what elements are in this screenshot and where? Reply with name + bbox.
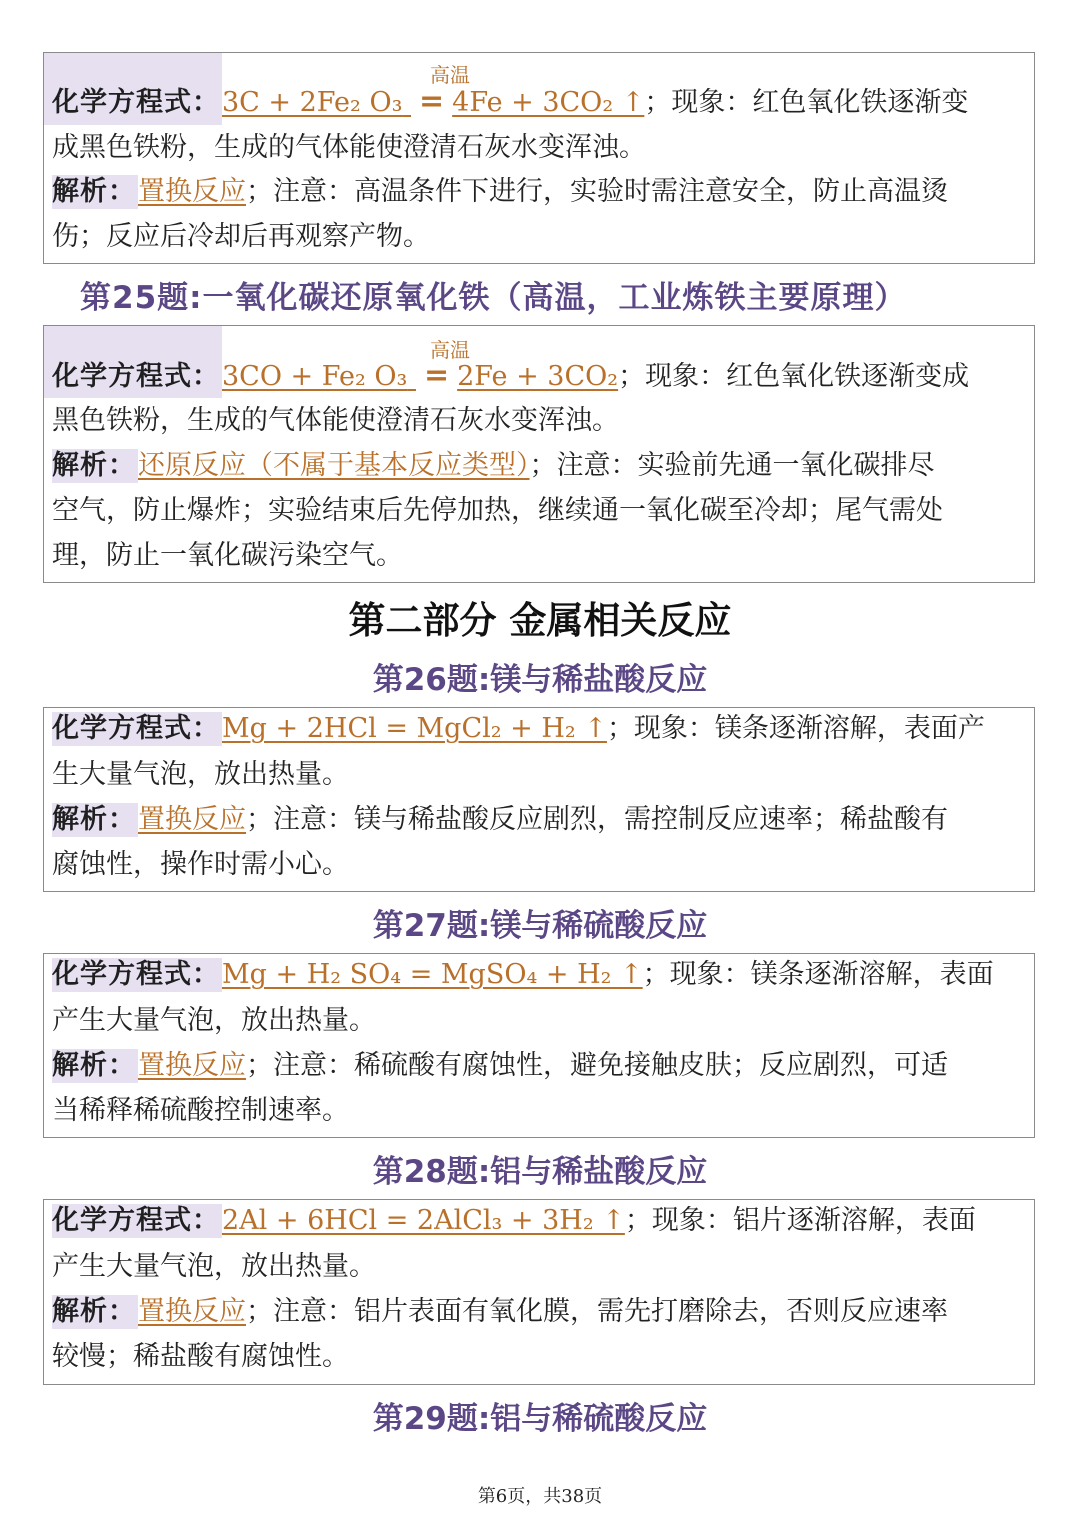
question-title-29: 第29题:铝与稀硫酸反应 (372, 1401, 708, 1437)
analysis-line (52, 449, 1028, 483)
equation-left: 3CO + Fe₂ O₃ (222, 361, 408, 392)
analysis-line (52, 1049, 1028, 1083)
equation-sign: = (419, 84, 445, 119)
phenomenon-line: 产生大量气泡，放出热量。 (52, 1251, 376, 1282)
question-title-28: 第28题:铝与稀盐酸反应 (372, 1154, 708, 1190)
note-line: 空气，防止爆炸；实验结束后先停加热，继续通一氧化碳至冷却；尾气需处 (52, 495, 943, 526)
reaction-type: 还原反应（不属于基本反应类型） (138, 450, 530, 481)
note-line: 伤；反应后冷却后再观察产物。 (52, 221, 430, 252)
answer-box-25 (43, 325, 1035, 583)
phenomenon-text: ；现象：红色氧化铁逐渐变成 (618, 361, 970, 392)
phenomenon-text: ；现象：镁条逐渐溶解，表面 (642, 959, 994, 990)
analysis-label: 解析： (52, 1296, 136, 1327)
phenomenon-line: 生大量气泡，放出热量。 (52, 759, 349, 790)
analysis-label: 解析： (52, 1050, 136, 1081)
note-line: 理，防止一氧化碳污染空气。 (52, 540, 403, 571)
equation-line (52, 1204, 1028, 1238)
equation-right: 4Fe + 3CO₂ ↑ (452, 87, 645, 118)
analysis-label: 解析： (52, 176, 136, 207)
analysis-line (52, 1295, 1028, 1329)
question-title-25: 第25题:一氧化碳还原氧化铁（高温，工业炼铁主要原理） (80, 280, 907, 316)
reaction-type: 置换反应 (138, 176, 246, 207)
answer-box-26 (43, 707, 1035, 892)
reaction-condition: 高温 (430, 338, 470, 362)
analysis-line (52, 803, 1028, 837)
equation: 2Al + 6HCl = 2AlCl₃ + 3H₂ ↑ (222, 1205, 625, 1236)
phenomenon-text: ；现象：镁条逐渐溶解，表面产 (606, 713, 985, 744)
equation-line (52, 712, 1028, 746)
note-text: ；注意：高温条件下进行，实验时需注意安全，防止高温烫 (246, 176, 948, 207)
section-title: 第二部分 金属相关反应 (348, 599, 732, 642)
note-line: 当稀释稀硫酸控制速率。 (52, 1095, 349, 1126)
reaction-type: 置换反应 (138, 1050, 246, 1081)
analysis-label: 解析： (52, 804, 136, 835)
page-number: 第6页，共38页 (477, 1486, 603, 1507)
equation-label: 化学方程式： (52, 959, 220, 990)
equation-line (52, 958, 1028, 992)
equation-left: 3C + 2Fe₂ O₃ (222, 87, 403, 118)
note-text: ；注意：铝片表面有氧化膜，需先打磨除去，否则反应速率 (246, 1296, 948, 1327)
phenomenon-line: 成黑色铁粉，生成的气体能使澄清石灰水变浑浊。 (52, 132, 646, 163)
equation-sign: = (423, 358, 450, 393)
phenomenon-text: ；现象：红色氧化铁逐渐变 (644, 87, 969, 118)
note-text: ；注意：镁与稀盐酸反应剧烈，需控制反应速率；稀盐酸有 (246, 804, 948, 835)
question-title-26: 第26题:镁与稀盐酸反应 (372, 662, 708, 698)
analysis-label: 解析： (52, 450, 136, 481)
note-line: 腐蚀性，操作时需小心。 (52, 849, 349, 880)
phenomenon-line: 黑色铁粉，生成的气体能使澄清石灰水变浑浊。 (52, 405, 619, 436)
equation-right: 2Fe + 3CO₂ (457, 361, 619, 392)
equation: Mg + 2HCl = MgCl₂ + H₂ ↑ (222, 713, 607, 744)
equation: Mg + H₂ SO₄ = MgSO₄ + H₂ ↑ (222, 959, 643, 990)
note-text: ；注意：稀硫酸有腐蚀性，避免接触皮肤；反应剧烈，可适 (246, 1050, 948, 1081)
equation-line (52, 359, 1028, 394)
question-title-27: 第27题:镁与稀硫酸反应 (372, 908, 708, 944)
equation-label: 化学方程式： (52, 87, 220, 118)
answer-box-24 (43, 52, 1035, 264)
equation-label: 化学方程式： (52, 1205, 220, 1236)
equation-label: 化学方程式： (52, 361, 220, 392)
reaction-condition: 高温 (430, 63, 470, 87)
note-text: ；注意：实验前先通一氧化碳排尽 (529, 450, 935, 481)
phenomenon-line: 产生大量气泡，放出热量。 (52, 1005, 376, 1036)
phenomenon-text: ；现象：铝片逐渐溶解，表面 (624, 1205, 976, 1236)
reaction-type: 置换反应 (138, 804, 246, 835)
reaction-type: 置换反应 (138, 1296, 246, 1327)
analysis-line (52, 175, 1028, 209)
answer-box-27 (43, 953, 1035, 1138)
answer-box-28 (43, 1199, 1035, 1385)
equation-label: 化学方程式： (52, 713, 220, 744)
note-line: 较慢；稀盐酸有腐蚀性。 (52, 1341, 349, 1372)
equation-line (52, 85, 1028, 120)
